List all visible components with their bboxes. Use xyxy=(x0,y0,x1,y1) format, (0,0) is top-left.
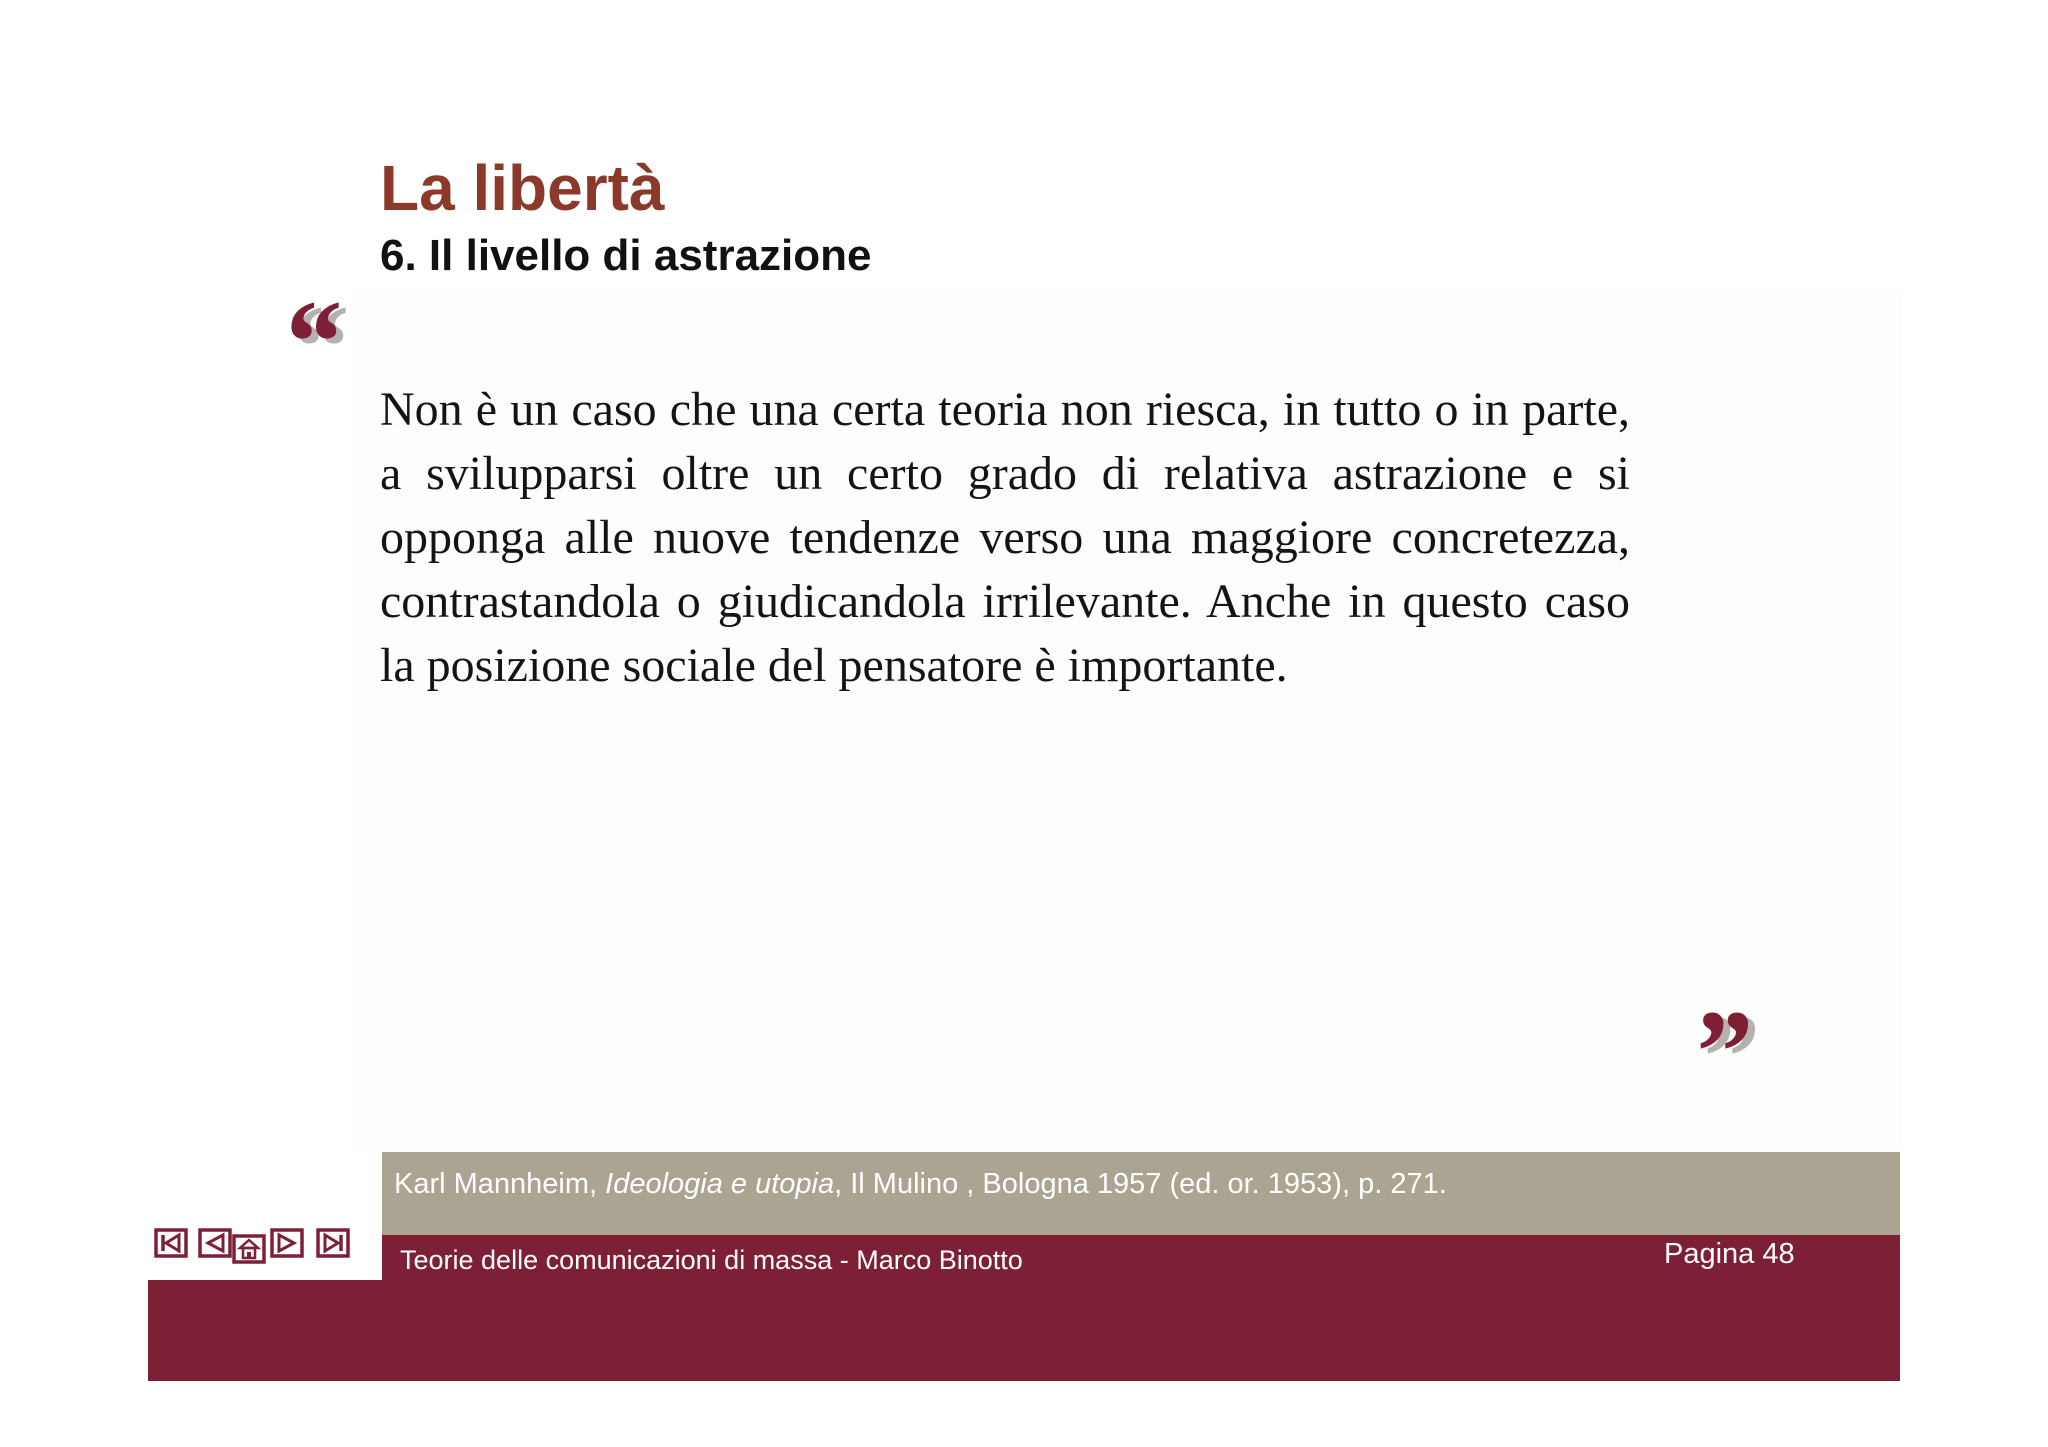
citation-work: Ideologia e utopia xyxy=(605,1168,835,1200)
last-page-icon xyxy=(316,1228,350,1258)
first-page-button[interactable] xyxy=(154,1228,188,1258)
home-button[interactable] xyxy=(232,1234,266,1264)
slide-subtitle: 6. Il livello di astrazione xyxy=(380,231,872,280)
footer-band xyxy=(148,1280,1900,1381)
last-page-button[interactable] xyxy=(316,1228,350,1258)
next-page-icon xyxy=(270,1228,304,1258)
previous-page-icon xyxy=(198,1228,232,1258)
page-number: Pagina 48 xyxy=(1664,1238,1795,1270)
citation-bar xyxy=(382,1152,1900,1235)
home-icon xyxy=(232,1234,266,1264)
citation xyxy=(394,1166,1447,1202)
previous-page-button[interactable] xyxy=(198,1228,232,1258)
quote-text: Non è un caso che una certa teoria non riesca, in tutto o in parte, a svilupparsi oltre un certo grado di relativa astrazione e si opponga alle nuove tendenze verso una maggiore concretezza, contrastandola o giudicandola irrilevante. Anche in questo caso la posizione sociale del pensatore è importante. xyxy=(380,383,1630,692)
first-page-icon xyxy=(154,1228,188,1258)
footer-course: Teorie delle comunicazioni di massa - Marco Binotto xyxy=(400,1245,1023,1275)
next-page-button[interactable] xyxy=(270,1228,304,1258)
slide-title: La libertà xyxy=(380,152,665,224)
open-quote-icon: “ xyxy=(280,275,340,408)
citation-publisher: , Il Mulino , Bologna 1957 (ed. or. 1953), p. 271. xyxy=(834,1168,1447,1200)
citation-author: Karl Mannheim, xyxy=(394,1168,606,1200)
close-quote-icon: ” xyxy=(1690,985,1750,1118)
